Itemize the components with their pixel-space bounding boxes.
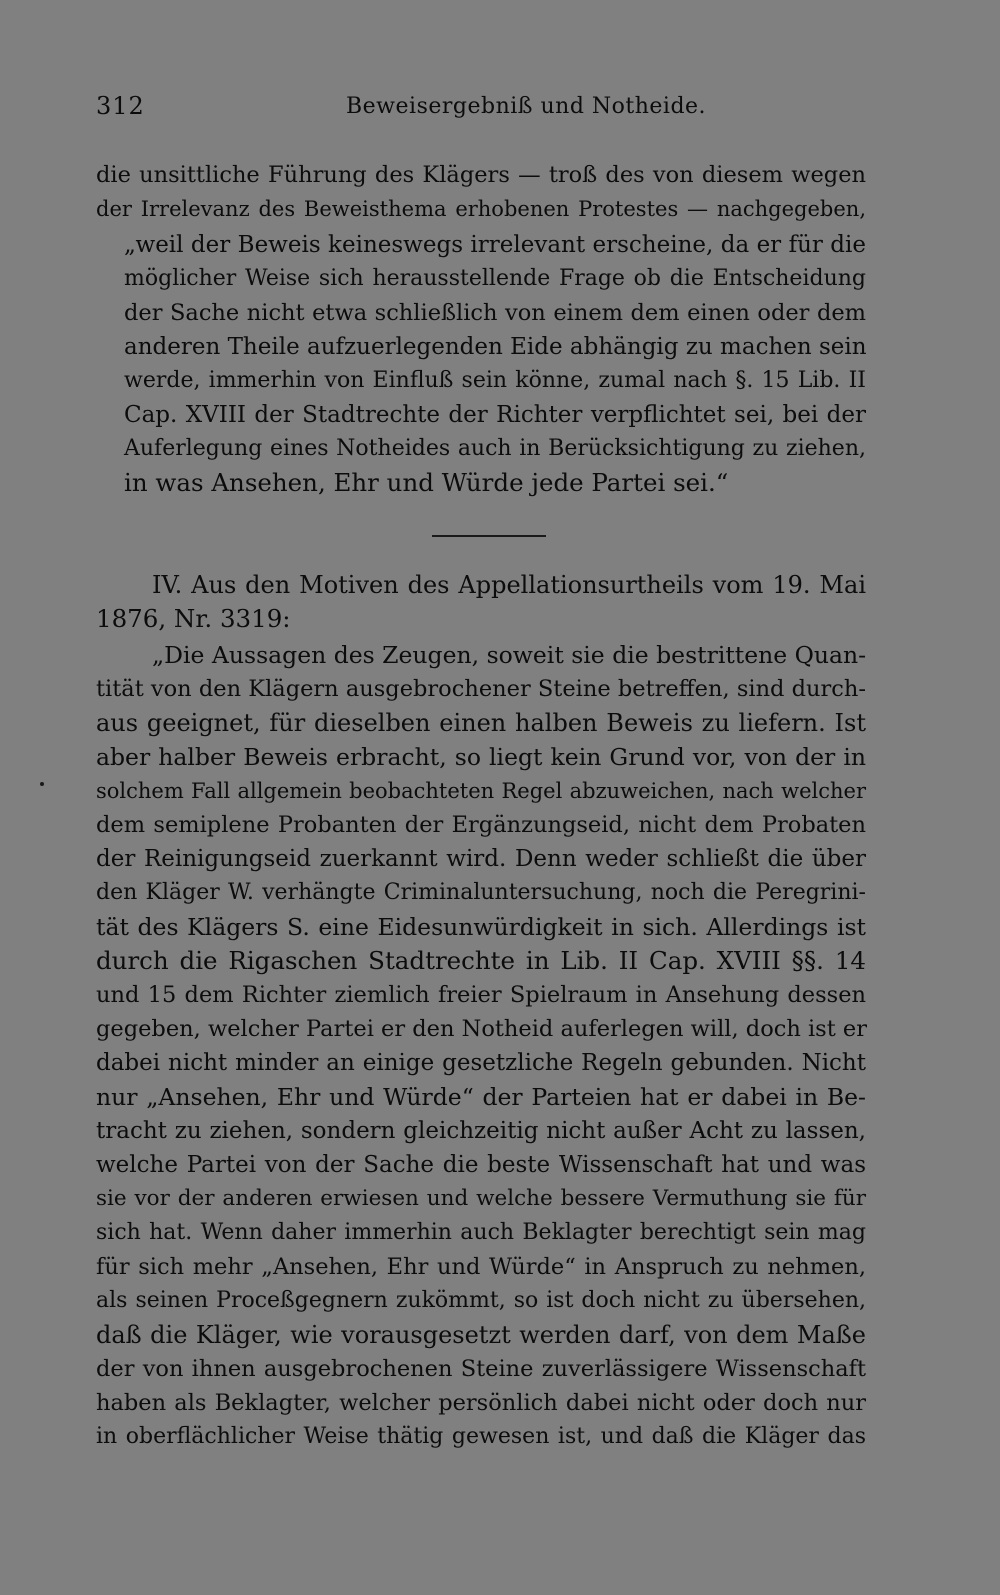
text-line: solchem Fall allgemein beobachteten Regel abzuweichen, nach welcher xyxy=(96,779,866,803)
text-line: anderen Theile aufzuerlegenden Eide abhängig zu machen sein xyxy=(124,334,867,360)
section-heading-line: 1876, Nr. 3319: xyxy=(96,604,291,633)
text-line: und 15 dem Richter ziemlich freier Spielraum in Ansehung dessen xyxy=(96,982,866,1008)
text-line: möglicher Weise sich herausstellende Frage ob die Entscheidung xyxy=(124,266,866,291)
text-line: dabei nicht minder an einige gesetzliche Regeln gebunden. Nicht xyxy=(96,1050,866,1076)
text-line: der Reinigungseid zuerkannt wird. Denn weder schließt die über xyxy=(96,846,866,872)
text-line: gegeben, welcher Partei er den Nothеid auferlegen will, doch ist er xyxy=(96,1016,867,1042)
section-divider xyxy=(432,535,546,537)
text-line: haben als Beklagter, welcher persönlich dabei nicht oder doch nur xyxy=(96,1390,866,1416)
text-line: für sich mehr „Ansehen, Ehr und Würde“ in Anspruch zu nehmen, xyxy=(96,1254,866,1280)
text-line: nur „Ansehen, Ehr und Würde“ der Parteien hat er dabei in Be- xyxy=(96,1083,866,1111)
page-header xyxy=(96,92,882,132)
text-line: „Die Aussagen des Zeugen, soweit sie die bestrittene Quan- xyxy=(152,641,867,669)
text-line: tität von den Klägern ausgebrochener Steine betreffen, sind durch- xyxy=(96,676,866,702)
page-number: 312 xyxy=(96,92,145,120)
text-line: tät des Klägers S. eine Eidesunwürdigkeit in sich. Allerdings ist xyxy=(96,913,866,941)
text-line: aus geeignet, für dieselben einen halben Beweis zu liefern. Ist xyxy=(96,709,866,737)
text-line: in oberflächlicher Weise thätig gewesen ist, und daß die Kläger das xyxy=(96,1424,866,1449)
text-line: durch die Rigaschen Stadtrechte in Lib. II Cap. XVIII §§. 14 xyxy=(96,946,866,975)
text-line: die unsittliche Führung des Klägers — troß des von diesem wegen xyxy=(96,162,866,188)
ink-speck xyxy=(40,782,44,786)
text-line: sich hat. Wenn daher immerhin auch Beklagter berechtigt sein mag xyxy=(96,1220,866,1245)
section-heading-line: IV. Aus den Motiven des Appellationsurtheils vom 19. Mai xyxy=(152,571,866,599)
running-title: Beweisergebniß und Nothеide. xyxy=(346,94,707,119)
text-line: den Kläger W. verhängte Criminaluntersuchung, noch die Peregrini- xyxy=(96,880,866,905)
text-line: welche Partei von der Sache die beste Wissenschaft hat und was xyxy=(96,1152,866,1178)
text-line: der Sache nicht etwa schließlich von einem dem einen oder dem xyxy=(124,300,866,326)
text-line: daß die Kläger, wie vorausgesetzt werden darf, von dem Maße xyxy=(96,1321,866,1349)
text-line: dem semiplene Probanten der Ergänzungseid, nicht dem Probaten xyxy=(96,812,866,838)
text-line: „weil der Beweis keineswegs irrelevant erscheine, da er für die xyxy=(124,232,866,258)
text-line: aber halber Beweis erbracht, so liegt kein Grund vor, von der in xyxy=(96,743,866,771)
text-line: Cap. XVIII der Stadtrechte der Richter verpflichtet sei, bei der xyxy=(124,402,866,428)
text-line: als seinen Proceßgegnern zukömmt, so ist doch nicht zu übersehen, xyxy=(96,1288,866,1313)
text-line: in was Ansehen, Ehr und Würde jede Partei sei.“ xyxy=(124,468,729,497)
text-line: werde, immerhin von Einfluß sein könne, zumal nach §. 15 Lib. II xyxy=(124,368,866,393)
text-line: der von ihnen ausgebrochenen Steine zuverlässigere Wissenschaft xyxy=(96,1356,866,1382)
text-line: der Irrelevanz des Beweisthema erhobenen Protestes — nachgegeben, xyxy=(96,197,866,221)
text-line: Auferlegung eines Nothеides auch in Berücksichtigung zu ziehen, xyxy=(124,436,866,461)
text-line: sie vor der anderen erwiesen und welche bessere Vermuthung sie für xyxy=(96,1186,866,1211)
text-line: tracht zu ziehen, sondern gleichzeitig nicht außer Acht zu lassen, xyxy=(96,1118,866,1144)
